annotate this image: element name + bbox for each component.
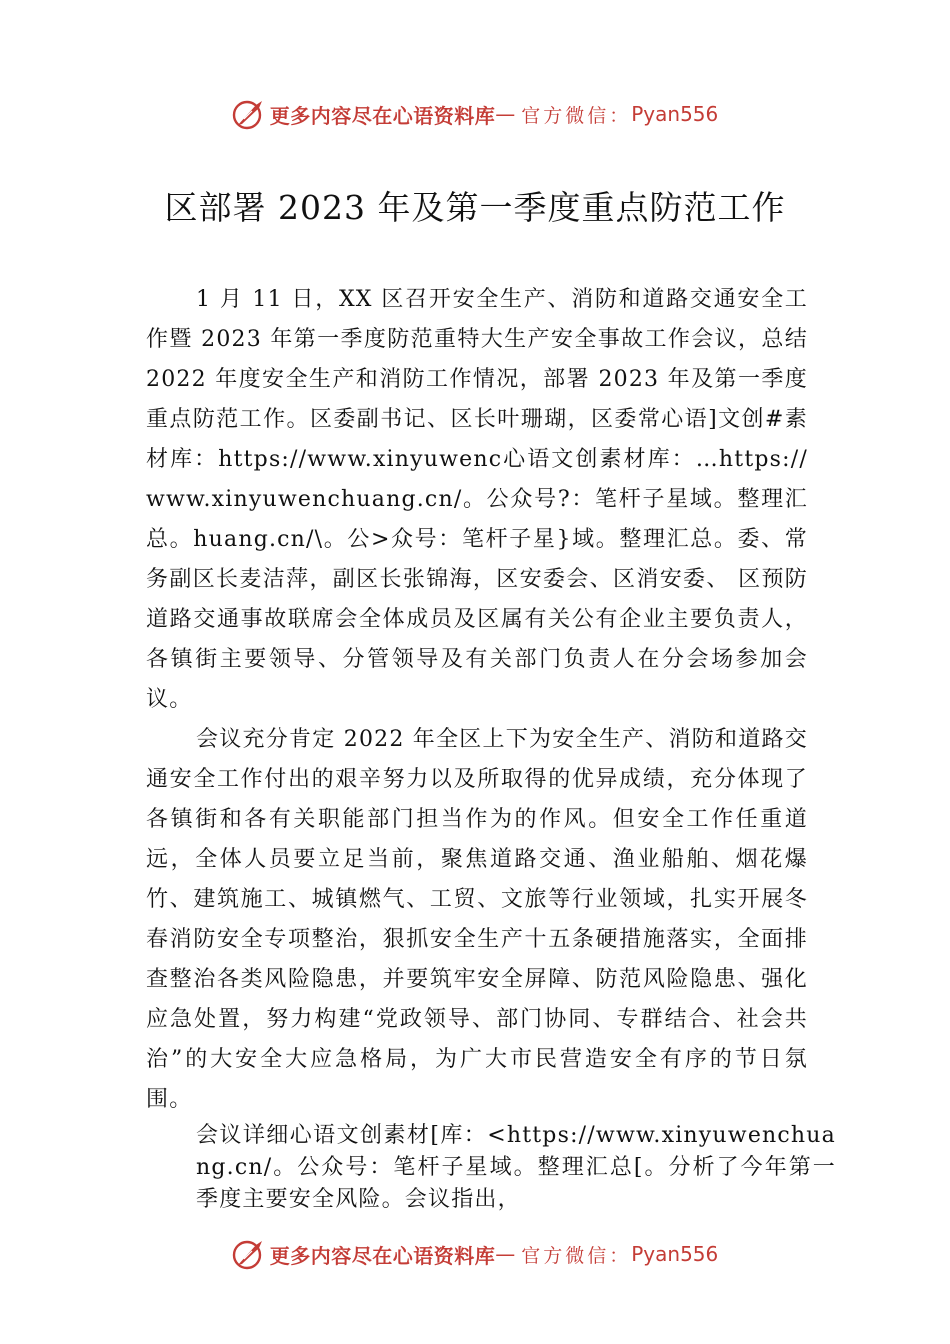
header-banner (0, 92, 950, 136)
banner-separator: — (495, 102, 516, 126)
paragraph-2: 会议充分肯定 2022 年全区上下为安全生产、消防和道路交通安全工作付出的艰辛努力以及所取得的优异成绩，充分体现了各镇街和各有关职能部门担当作为的作风。但安全工作任重道远，全体人员要立足当前，聚焦道路交通、渔业船舶、烟花爆竹、建筑施工、城镇燃气、工贸、文旅等行业领域，扎实开展冬春消防安全专项整治，狠抓安全生产十五条硬措施落实，全面排查整治各类风险隐患，并要筑牢安全屏障、防范风险隐患、强化应急处置，努力构建“党政领导、部门协同、专群结合、社会共治”的大安全大应急格局，为广大市民营造安全有序的节日氛围。 (146, 727, 808, 1112)
banner-text: 更多内容尽在心语资料库 (269, 103, 496, 128)
banner-wechat-id: Pyan556 (631, 1242, 719, 1266)
banner-text: 更多内容尽在心语资料库 (269, 1243, 496, 1268)
quill-pen-logo-icon (232, 97, 266, 131)
banner-wechat-label: 官方微信： (521, 104, 632, 127)
banner-wechat-label: 官方微信： (521, 1244, 632, 1267)
paragraph-1: 1 月 11 日，XX 区召开安全生产、消防和道路交通安全工作暨 2023 年第一季度防范重特大生产安全事故工作会议，总结 2022 年度安全生产和消防工作情况，部署 2023 年及第一季度重点防范工作。区委副书记、区长叶珊瑚，区委常心语]文创#素材库：https://www.xinyuwenc心语文创素材库：…https://www.xinyuwenchuang.cn/。公众号?：笔杆子星域。整理汇总。huang.cn/\。公>众号：笔杆子星}域。整理汇总。委、常务副区长麦洁萍，副区长张锦海，区安委会、区消安委、 区预防道路交通事故联席会全体成员及区属有关公有企业主要负责人，各镇街主要领导、分管领导及有关部门负责人在分会场参加会议。 (146, 287, 808, 712)
paragraph-3: 会议详细心语文创素材[库：<https://www.xinyuwenchuang.cn/。公众号：笔杆子星域。整理汇总[。分析了今年第一季度主要安全风险。会议指出， (196, 1123, 836, 1212)
document-body (146, 280, 808, 1120)
banner-wechat-id: Pyan556 (631, 102, 719, 126)
quill-pen-logo-icon (232, 1237, 266, 1271)
banner-separator: — (495, 1242, 516, 1266)
document-title: 区部署 2023 年及第一季度重点防范工作 (164, 188, 786, 227)
footer-banner (0, 1232, 950, 1276)
